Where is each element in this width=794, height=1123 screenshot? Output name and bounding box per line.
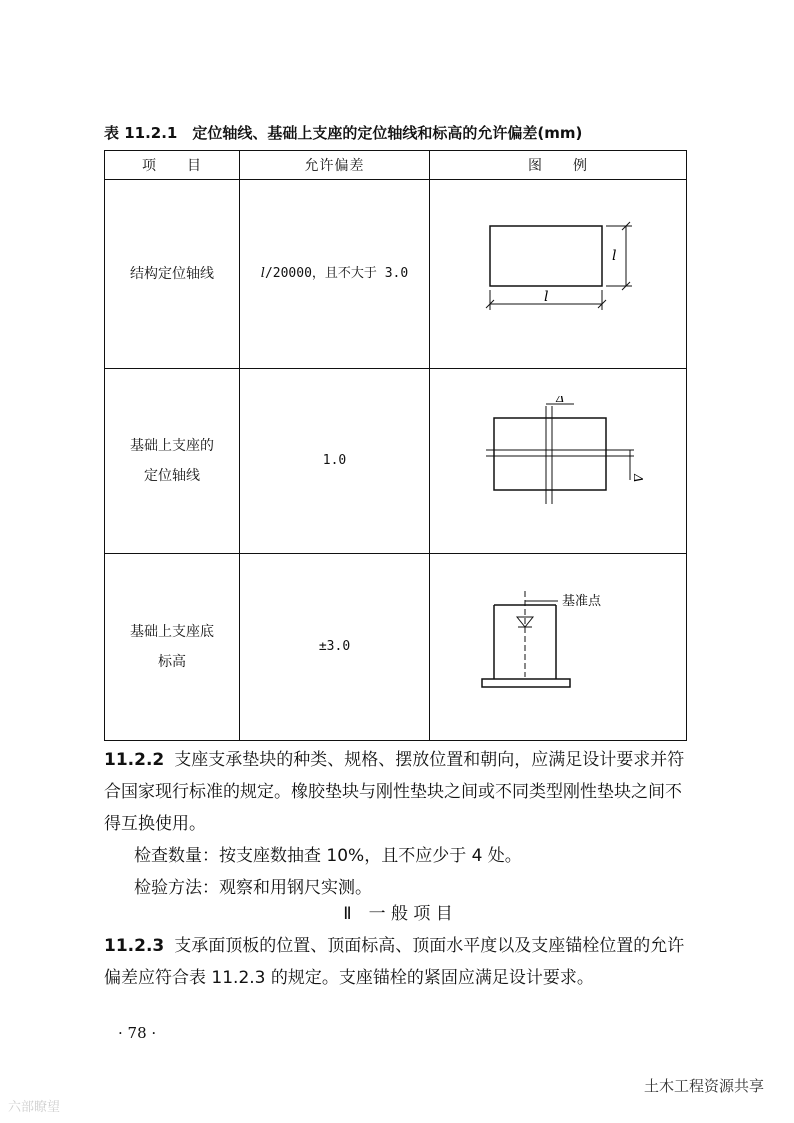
tolerance-variable: l — [260, 266, 265, 281]
support-elevation-diagram — [458, 587, 658, 697]
row-figure — [430, 554, 687, 741]
table-row — [105, 369, 687, 554]
watermark-left: 六部瞭望 — [8, 1100, 61, 1115]
row-item — [105, 554, 240, 741]
page-number: · 78 · — [118, 1024, 157, 1042]
section-text: 支承面顶板的位置、顶面标高、顶面水平度以及支座锚栓位置的允许偏差应符合表 11.2.3 的规定。支座锚栓的紧固应满足设计要求。 — [104, 936, 685, 988]
tolerance-text: 1.0 — [322, 453, 347, 468]
row-item — [105, 180, 240, 369]
section-number: 11.2.3 — [104, 936, 165, 956]
header-figure: 图 例 — [430, 151, 687, 180]
header-item: 项 目 — [105, 151, 240, 180]
support-axis-diagram — [458, 396, 658, 516]
row-item-line2: 定位轴线 — [144, 468, 200, 484]
row-figure — [430, 369, 687, 554]
section-number: 11.2.2 — [104, 750, 165, 770]
inspection-quantity: 检查数量：按支座数抽查 10%，且不应少于 4 处。 — [134, 846, 522, 866]
section-text: 支座支承垫块的种类、规格、摆放位置和朝向，应满足设计要求并符合国家现行标准的规定。橡胶垫块与刚性垫块之间或不同类型刚性垫块之间不得互换使用。 — [104, 750, 685, 834]
axis-rectangle-diagram — [458, 214, 658, 324]
table-caption: 表 11.2.1 定位轴线、基础上支座的定位轴线和标高的允许偏差(mm) — [104, 124, 583, 142]
subheading-general-items: Ⅱ 一 般 项 目 — [343, 904, 453, 924]
delta-label-right: Δ — [631, 473, 645, 483]
row-tolerance — [240, 180, 430, 369]
dim-label-vertical: l — [612, 247, 617, 264]
row-item-line1: 基础上支座底 — [130, 624, 214, 640]
table-row — [105, 554, 687, 741]
table-row — [105, 180, 687, 369]
section-11-2-2 — [104, 744, 692, 904]
watermark-right: 土木工程资源共享 — [643, 1077, 764, 1095]
dim-label-horizontal: l — [544, 288, 549, 305]
row-item — [105, 369, 240, 554]
row-item-line2: 标高 — [158, 654, 186, 670]
table-header-row — [105, 151, 687, 180]
header-tolerance: 允许偏差 — [240, 151, 430, 180]
row-tolerance — [240, 554, 430, 741]
tolerance-text: /20000，且不大于 3.0 — [264, 266, 409, 281]
row-tolerance — [240, 369, 430, 554]
inspection-method: 检验方法：观察和用钢尺实测。 — [134, 878, 372, 898]
section-11-2-3 — [104, 930, 692, 994]
row-item-line1: 基础上支座的 — [130, 438, 214, 454]
delta-label-top: Δ — [556, 395, 565, 405]
row-item-text: 结构定位轴线 — [130, 266, 214, 282]
datum-point-label: 基准点 — [562, 593, 602, 609]
tolerance-table — [104, 150, 687, 741]
tolerance-text: ±3.0 — [318, 639, 351, 654]
section-11-2-2-body — [104, 744, 692, 840]
row-figure — [430, 180, 687, 369]
